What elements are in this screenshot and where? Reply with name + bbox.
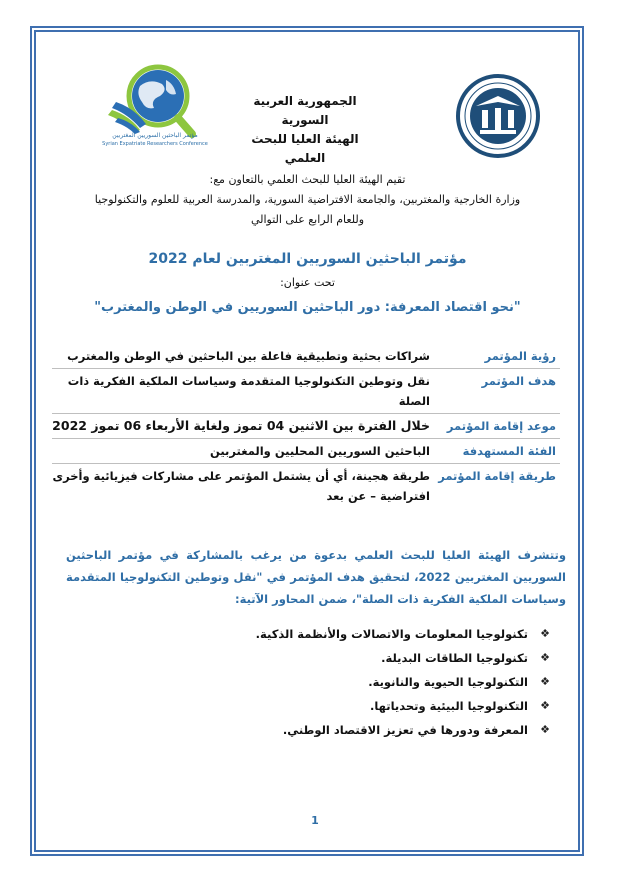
conference-title: مؤتمر الباحثين السوريين المغتربين لعام 2022 [148, 251, 467, 267]
page-number: 1 [311, 814, 319, 827]
info-row-goal [52, 369, 560, 414]
diamond-bullet-icon: ❖ [540, 699, 550, 712]
left-logo-caption-en: Syrian Expatriate Researchers Conference [102, 141, 208, 147]
conference-info-table [52, 344, 560, 508]
list-item [60, 622, 550, 646]
diamond-bullet-icon: ❖ [540, 627, 550, 640]
list-item [60, 670, 550, 694]
axis-text: التكنولوجيا الحيوية والنانوية. [368, 675, 528, 689]
header-title [230, 92, 380, 168]
info-label: هدف المؤتمر [481, 374, 556, 388]
left-logo-caption-ar: مؤتمر الباحثين السوريين المغتربين [112, 132, 198, 139]
info-label: رؤية المؤتمر [484, 349, 556, 363]
axis-text: تكنولوجيا الطاقات البديلة. [381, 651, 528, 665]
info-label: الفئة المستهدفة [462, 444, 556, 458]
info-value: طريقة هجينة، أي أن يشتمل المؤتمر على مشاركات فيزيائية وأخرى افتراضية – عن بعد [52, 469, 430, 503]
axis-text: المعرفة ودورها في تعزيز الاقتصاد الوطني. [282, 723, 528, 737]
hsr-emblem-icon [454, 70, 542, 162]
info-value: الباحثين السوريين المحليين والمغتربين [210, 444, 430, 458]
left-logo-caption [100, 132, 210, 148]
info-label: طريقة إقامة المؤتمر [438, 469, 556, 483]
list-item [60, 718, 550, 742]
info-value: نقل وتوطين التكنولوجيا المتقدمة وسياسات الملكية الفكرية ذات الصلة [67, 374, 430, 408]
axis-text: التكنولوجيا البيئية وتحدياتها. [369, 699, 528, 713]
invitation-paragraph: وتتشرف الهيئة العليا للبحث العلمي بدعوة من يرغب بالمشاركة في مؤتمر الباحثين السوريين المغتربين 2022، لتحقيق هدف المؤتمر في "نقل وتوطين التكنولوجيا المتقدمة وسياسات الملكية الفكرية ذات الصلة"، ضمن المحاور الآتية: [66, 548, 566, 606]
list-item [60, 646, 550, 670]
info-value: خلال الفترة بين الاثنين 04 تموز ولغاية الأربعاء 06 تموز 2022 [52, 418, 430, 433]
authority-name: الهيئة العليا للبحث العلمي [251, 132, 359, 165]
intro-block [50, 170, 565, 230]
list-item [60, 694, 550, 718]
diamond-bullet-icon: ❖ [540, 675, 550, 688]
info-value: شراكات بحثية وتطبيقية فاعلة بين الباحثين في الوطن والمغترب [67, 349, 430, 363]
intro-line-1: تقيم الهيئة العليا للبحث العلمي بالتعاون مع: [209, 173, 406, 186]
info-row-method [52, 464, 560, 509]
info-row-date [52, 414, 560, 439]
under-title-label: تحت عنوان: [280, 276, 335, 289]
diamond-bullet-icon: ❖ [540, 651, 550, 664]
axes-list [60, 622, 550, 742]
info-row-vision [52, 344, 560, 369]
axis-text: تكنولوجيا المعلومات والاتصالات والأنظمة الذكية. [255, 627, 528, 641]
conference-theme: "نحو اقتصاد المعرفة: دور الباحثين السوريين في الوطن والمغترب" [94, 300, 521, 315]
country-name: الجمهورية العربية السورية [253, 94, 357, 127]
info-row-target [52, 439, 560, 464]
intro-line-3: وللعام الرابع على التوالي [250, 213, 365, 226]
intro-line-2: وزارة الخارجية والمغتربين، والجامعة الافتراضية السورية، والمدرسة العربية للعلوم والتكنولوجيا [94, 193, 521, 206]
diamond-bullet-icon: ❖ [540, 723, 550, 736]
info-label: موعد إقامة المؤتمر [446, 419, 556, 433]
